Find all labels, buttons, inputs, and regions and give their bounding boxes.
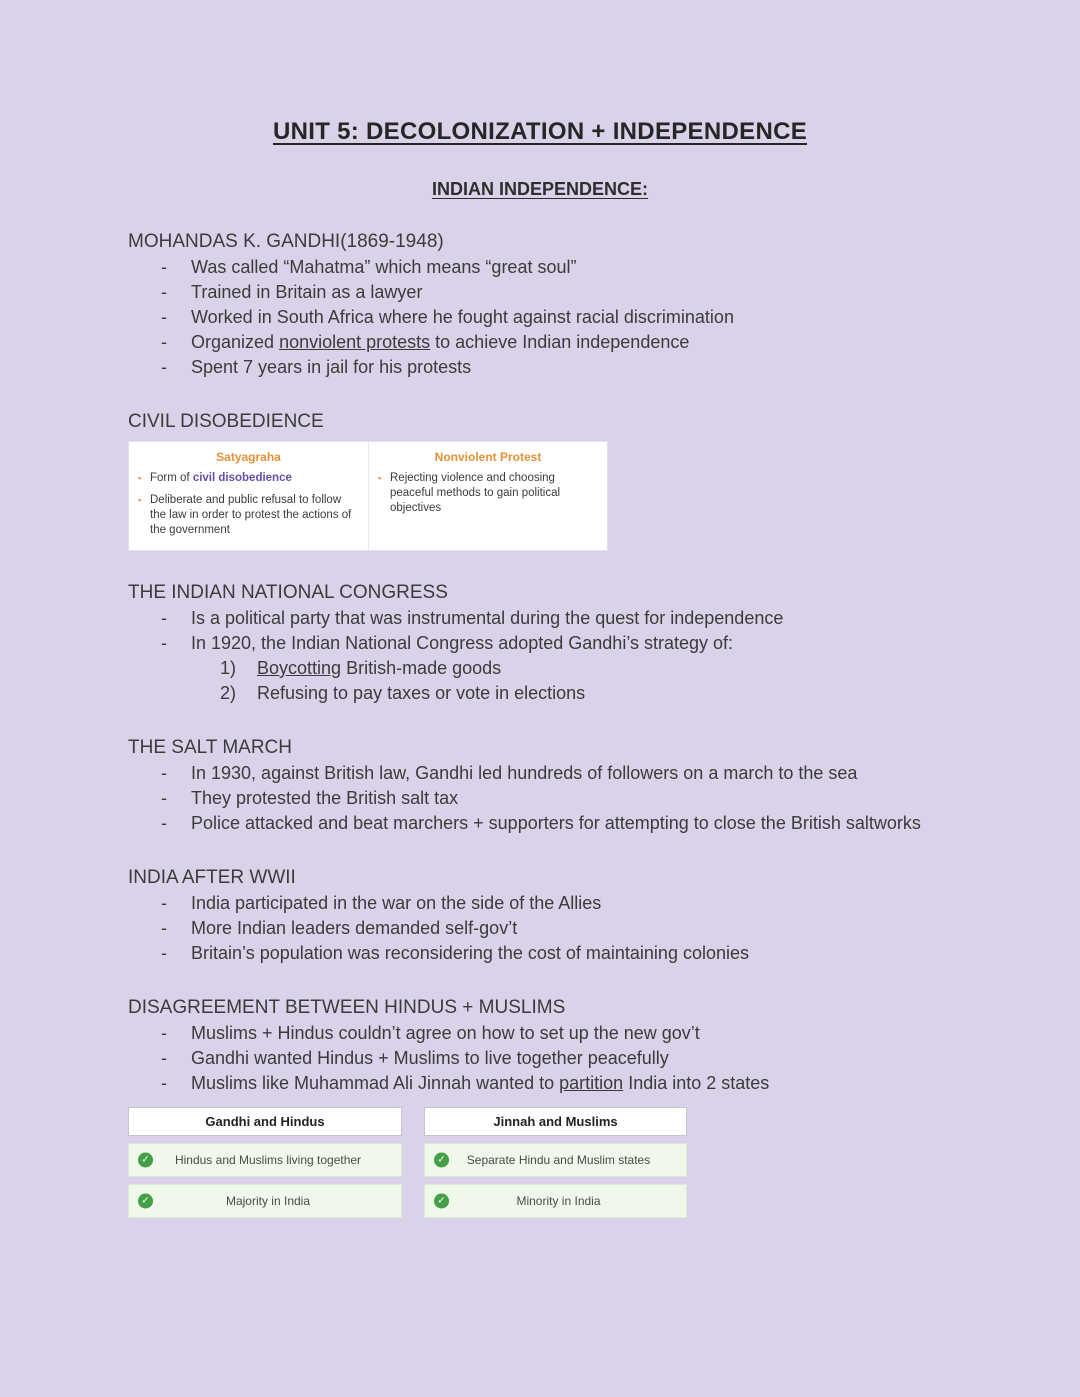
gandhi-hindus-table: [128, 1107, 402, 1218]
text-run: to achieve Indian independence: [430, 332, 690, 352]
section-heading-civil-disobedience: CIVIL DISOBEDIENCE: [128, 411, 324, 432]
salt-march-list: [128, 761, 952, 836]
table-row: [424, 1184, 687, 1218]
list-item: [128, 916, 952, 941]
bullet-dash: -: [161, 282, 167, 302]
comparison-tables: [128, 1107, 952, 1218]
list-item-text: Worked in South Africa where he fought against racial discrimination: [191, 307, 734, 327]
section-heading-salt-march: THE SALT MARCH: [128, 737, 292, 758]
numbered-item-text: Refusing to pay taxes or vote in elections: [257, 683, 586, 703]
text-run: British-made goods: [341, 658, 502, 678]
section-heading-congress: THE INDIAN NATIONAL CONGRESS: [128, 582, 448, 603]
bullet-dash: -: [161, 813, 167, 833]
text-run: Organized: [191, 332, 280, 352]
list-item-text: Spent 7 years in jail for his protests: [191, 357, 472, 377]
page-title: [0, 0, 1080, 146]
number-marker: 1): [220, 658, 237, 678]
nonviolent-protest-cell: [368, 442, 607, 550]
table-row-text: Majority in India: [225, 1194, 311, 1208]
bullet-icon: ▪: [378, 473, 382, 483]
list-item-text: Britain’s population was reconsidering the cost of maintaining colonies: [191, 943, 749, 963]
civil-disobedience-table: [128, 441, 608, 551]
bullet-dash: -: [161, 332, 167, 352]
list-item: [128, 330, 952, 355]
section-heading-wwii: INDIA AFTER WWII: [128, 867, 296, 888]
list-item-text: Police attacked and beat marchers + supporters for attempting to close the British saltworks: [191, 813, 921, 833]
table-item-text: Deliberate and public refusal to follow the law in order to protest the actions of the government: [150, 494, 352, 536]
underlined-text: nonviolent protests: [279, 332, 431, 352]
list-item-text: Trained in Britain as a lawyer: [191, 282, 423, 302]
numbered-item-text: [257, 656, 952, 681]
list-item-text: Muslims + Hindus couldn’t agree on how to set up the new gov’t: [191, 1023, 700, 1043]
bullet-dash: -: [161, 357, 167, 377]
table-row: [424, 1143, 687, 1177]
bullet-dash: -: [161, 763, 167, 783]
page-subtitle: [0, 179, 1080, 200]
bullet-icon: ▪: [138, 495, 142, 505]
list-item-text: They protested the British salt tax: [191, 788, 459, 808]
nonviolent-protest-header: Nonviolent Protest: [434, 450, 542, 464]
check-icon: ✓: [434, 1153, 449, 1168]
text-run: Muslims like Muhammad Ali Jinnah wanted to: [191, 1073, 560, 1093]
text-run: India into 2 states: [623, 1073, 770, 1093]
wwii-list: [128, 891, 952, 966]
satyagraha-cell: [129, 442, 368, 550]
text-run: Form of: [150, 472, 193, 484]
list-item: [128, 1021, 952, 1046]
list-item-text: [191, 1071, 952, 1096]
list-item-text: In 1920, the Indian National Congress adopted Gandhi’s strategy of:: [191, 633, 734, 653]
bullet-dash: -: [161, 788, 167, 808]
list-item-text: [191, 330, 952, 355]
table-item: [138, 493, 359, 538]
list-item-text: More Indian leaders demanded self-gov’t: [191, 918, 518, 938]
bullet-dash: -: [161, 1023, 167, 1043]
bullet-dash: -: [161, 943, 167, 963]
check-icon: ✓: [434, 1194, 449, 1209]
table-row: [128, 1184, 402, 1218]
list-item: [128, 355, 952, 380]
bullet-dash: -: [161, 257, 167, 277]
satyagraha-header: Satyagraha: [216, 450, 281, 464]
list-item: [128, 1046, 952, 1071]
list-item-text: In 1930, against British law, Gandhi led hundreds of followers on a march to the sea: [191, 763, 858, 783]
list-item-text: Is a political party that was instrumental during the quest for independence: [191, 608, 784, 628]
jinnah-muslims-header: Jinnah and Muslims: [424, 1107, 687, 1136]
list-item: [128, 761, 952, 786]
bullet-dash: -: [161, 1048, 167, 1068]
bullet-dash: -: [161, 1073, 167, 1093]
list-item: [128, 606, 952, 631]
list-item: [128, 305, 952, 330]
list-item: [128, 891, 952, 916]
underlined-text: partition: [559, 1073, 624, 1093]
table-row-text: Hindus and Muslims living together: [174, 1153, 362, 1167]
bullet-dash: -: [161, 307, 167, 327]
page-subtitle-text: INDIAN INDEPENDENCE:: [431, 179, 649, 199]
bullet-dash: -: [161, 893, 167, 913]
list-item: [128, 255, 952, 280]
disagreement-list: [128, 1021, 952, 1096]
section-heading-gandhi: MOHANDAS K. GANDHI(1869-1948): [128, 231, 444, 252]
notes-content: [0, 229, 1080, 1218]
table-row-text: Separate Hindu and Muslim states: [466, 1153, 651, 1167]
list-item-text: Was called “Mahatma” which means “great soul”: [191, 257, 577, 277]
emphasis-text: civil disobedience: [192, 472, 292, 484]
section-heading-disagreement: DISAGREEMENT BETWEEN HINDUS + MUSLIMS: [128, 997, 566, 1018]
numbered-item: [128, 681, 952, 706]
list-item: [128, 941, 952, 966]
number-marker: 2): [220, 683, 237, 703]
table-item: [138, 471, 359, 486]
underlined-text: Boycotting: [257, 658, 342, 678]
check-icon: ✓: [138, 1194, 153, 1209]
bullet-icon: ▪: [138, 473, 142, 483]
list-item: [128, 786, 952, 811]
list-item: [128, 1071, 952, 1096]
table-item-text: [150, 471, 292, 486]
list-item-text: Gandhi wanted Hindus + Muslims to live together peacefully: [191, 1048, 669, 1068]
table-row-text: Minority in India: [516, 1194, 601, 1208]
jinnah-muslims-table: [424, 1107, 687, 1218]
bullet-dash: -: [161, 918, 167, 938]
list-item-text: India participated in the war on the side of the Allies: [191, 893, 602, 913]
page-title-text: UNIT 5: DECOLONIZATION + INDEPENDENCE: [272, 118, 808, 145]
list-item: [128, 811, 952, 836]
congress-list: [128, 606, 952, 706]
bullet-dash: -: [161, 608, 167, 628]
table-item-text: Rejecting violence and choosing peaceful methods to gain political objectives: [390, 472, 561, 514]
table-item: [378, 471, 598, 516]
table-row: [128, 1143, 402, 1177]
list-item: [128, 280, 952, 305]
numbered-item: [128, 656, 952, 681]
check-icon: ✓: [138, 1153, 153, 1168]
bullet-dash: -: [161, 633, 167, 653]
gandhi-list: [128, 255, 952, 380]
list-item: [128, 631, 952, 656]
gandhi-hindus-header: Gandhi and Hindus: [128, 1107, 402, 1136]
